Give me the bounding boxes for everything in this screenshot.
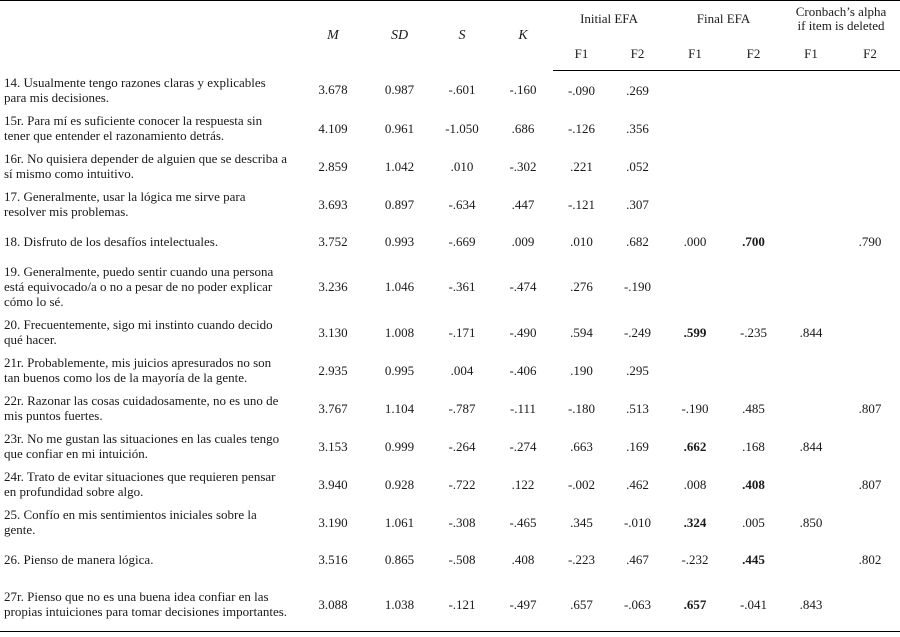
sd-cell: 1.046: [384, 278, 415, 294]
item-text: 23r. No me gustan las situaciones en las cuales tengo que confiar en mi intuición.: [4, 431, 280, 461]
initial-f1-cell: .276: [570, 278, 593, 294]
final-f2-cell: .485: [742, 400, 765, 416]
kurtosis-cell: -.474: [509, 278, 537, 294]
skewness-cell: -.787: [448, 400, 476, 416]
item-text: 18. Disfruto de los desafíos intelectuales.: [4, 233, 219, 249]
initial-f2-cell: .462: [626, 476, 649, 492]
initial-efa-header: Initial EFA: [553, 1, 665, 37]
mean-cell: 2.935: [318, 362, 348, 378]
item-text: 21r. Probablemente, mis juicios apresurados no son tan buenos como los de la mayoría de la gente.: [4, 355, 272, 385]
cronbach-f1-cell: .844: [799, 438, 823, 454]
final-f1-cell: .000: [683, 233, 707, 249]
initial-f1-cell: -.002: [567, 476, 596, 492]
sd-cell: 1.038: [368, 577, 431, 632]
item-text: 20. Frecuentemente, sigo mi instinto cuando decido qué hacer.: [4, 317, 273, 347]
kurtosis-cell: .122: [511, 476, 535, 492]
kurtosis-cell: -.274: [509, 438, 537, 454]
table-row: [0, 313, 900, 351]
mean-cell: 3.767: [318, 400, 348, 416]
sd-cell: 0.928: [384, 476, 415, 492]
item-text: 15r. Para mí es suficiente conocer la respuesta sin tener que entender el razonamiento detrás.: [4, 113, 263, 143]
sd-cell: 1.104: [384, 400, 415, 416]
final-efa-header: Final EFA: [665, 1, 782, 37]
table-body: [0, 71, 900, 632]
cronbach-f1-cell: [782, 541, 840, 577]
initial-f1-cell: .594: [570, 324, 593, 340]
initial-f2-cell: -.190: [623, 278, 652, 294]
initial-f2-cell: .356: [626, 120, 649, 136]
final-f2-cell: -.235: [739, 324, 768, 340]
skewness-cell: -.264: [448, 438, 476, 454]
initial-f1-cell: .010: [570, 233, 593, 249]
initial-f2-cell: .269: [626, 82, 649, 98]
cronbach-f1-cell: [782, 389, 840, 427]
kurtosis-cell: -.465: [509, 514, 537, 530]
sd-cell: 0.993: [384, 233, 415, 249]
kurtosis-header: K: [493, 1, 553, 71]
final-f2-cell: [725, 259, 782, 313]
table-row: [0, 465, 900, 503]
cronbach-f1-cell: [782, 465, 840, 503]
skewness-header: S: [431, 1, 493, 71]
initial-f2-cell: .682: [626, 233, 649, 249]
skewness-cell: -.171: [448, 324, 476, 340]
final-f2-cell: [725, 185, 782, 223]
initial-f1-cell: -.121: [567, 196, 596, 212]
final-f1-cell: .657: [665, 577, 725, 632]
cronbach-f2-cell: .790: [858, 233, 882, 249]
final-f1-cell: .599: [683, 324, 707, 340]
table-row: [0, 109, 900, 147]
initial-f2-cell: .467: [626, 551, 649, 567]
cronbach-f2-cell: [840, 185, 900, 223]
item-column-header: [0, 1, 298, 71]
item-text: 27r. Pienso que no es una buena idea confiar en las propias intuiciones para tomar decisiones importantes.: [0, 577, 298, 632]
final-f1-cell: [665, 259, 725, 313]
cronbach-f2-cell: [840, 109, 900, 147]
sd-cell: 0.897: [384, 196, 415, 212]
final-f2-cell: .700: [742, 233, 765, 249]
table-row: [0, 71, 900, 110]
final-f1-cell: -.190: [681, 400, 709, 416]
final-f2-cell: .445: [742, 551, 765, 567]
initial-f2-header: F2: [610, 37, 665, 71]
cronbach-f1-cell: .843: [782, 577, 840, 632]
item-text: 16r. No quisiera depender de alguien que se describa a sí mismo como intuitivo.: [4, 151, 288, 181]
mean-cell: 3.940: [318, 476, 348, 492]
cronbach-f1-cell: .850: [799, 514, 823, 530]
initial-f2-cell: .295: [626, 362, 649, 378]
final-f2-cell: .408: [742, 476, 765, 492]
kurtosis-cell: .686: [511, 120, 535, 136]
cronbach-f1-cell: [782, 147, 840, 185]
initial-f1-cell: -.090: [567, 82, 596, 98]
mean-cell: 3.516: [318, 551, 348, 567]
skewness-cell: .010: [450, 158, 474, 174]
skewness-cell: -.361: [448, 278, 476, 294]
mean-cell: 4.109: [318, 120, 348, 136]
kurtosis-cell: -.160: [509, 82, 537, 98]
initial-f2-cell: -.010: [623, 514, 652, 530]
item-text: 14. Usualmente tengo razones claras y explicables para mis decisiones.: [4, 74, 266, 105]
cronbach-f1-cell: [782, 71, 840, 110]
cronbach-f2-header: F2: [840, 37, 900, 71]
cronbach-f1-cell: [782, 185, 840, 223]
kurtosis-cell: -.111: [509, 400, 537, 416]
table-row: [0, 503, 900, 541]
cronbach-f2-cell: .802: [858, 551, 882, 567]
table-row: [0, 351, 900, 389]
skewness-cell: -1.050: [445, 120, 479, 136]
sd-cell: 0.995: [384, 362, 415, 378]
initial-f1-cell: -.126: [567, 120, 596, 136]
item-text: 24r. Trato de evitar situaciones que requieren pensar en profundidad sobre algo.: [4, 469, 276, 499]
final-f1-header: F1: [665, 37, 725, 71]
cronbach-f2-cell: [840, 503, 900, 541]
kurtosis-cell: -.490: [509, 324, 537, 340]
sd-cell: 1.008: [384, 324, 415, 340]
mean-cell: 3.190: [318, 514, 348, 530]
initial-f1-cell: .221: [570, 158, 593, 174]
table-row: [0, 577, 900, 632]
initial-f1-header: F1: [553, 37, 610, 71]
item-text: 26. Pienso de manera lógica.: [4, 551, 154, 567]
table-row: [0, 541, 900, 577]
sd-cell: 0.961: [384, 120, 415, 136]
cronbach-alpha-line2: if item is deleted: [797, 17, 885, 33]
final-f1-cell: [665, 71, 725, 110]
mean-cell: 3.153: [318, 438, 348, 454]
skewness-cell: -.722: [448, 476, 476, 492]
final-f2-cell: [725, 147, 782, 185]
initial-f2-cell: -.063: [610, 577, 665, 632]
kurtosis-cell: -.406: [509, 362, 537, 378]
initial-f2-cell: .052: [626, 158, 649, 174]
kurtosis-cell: -.497: [493, 577, 553, 632]
final-f1-cell: [665, 351, 725, 389]
final-f2-cell: .005: [742, 514, 765, 530]
skewness-cell: -.669: [448, 233, 476, 249]
final-f1-cell: -.232: [681, 551, 709, 567]
skewness-cell: -.634: [448, 196, 476, 212]
cronbach-f1-cell: [782, 351, 840, 389]
mean-cell: 3.130: [318, 324, 348, 340]
final-f1-cell: .324: [683, 514, 707, 530]
final-f1-cell: .662: [683, 438, 707, 454]
kurtosis-cell: .009: [511, 233, 535, 249]
item-text: 19. Generalmente, puedo sentir cuando una persona está equivocado/a o no a pesar de no poder explicar cómo lo sé.: [4, 263, 274, 309]
cronbach-f2-cell: [840, 313, 900, 351]
sd-header: SD: [368, 1, 431, 71]
mean-header: M: [298, 1, 368, 71]
table-row: [0, 147, 900, 185]
mean-cell: 3.693: [318, 196, 348, 212]
final-f1-cell: [665, 109, 725, 147]
table-row: [0, 259, 900, 313]
table-row: [0, 427, 900, 465]
skewness-cell: -.601: [448, 82, 476, 98]
cronbach-f1-cell: [782, 223, 840, 259]
cronbach-f1-cell: [782, 259, 840, 313]
sd-cell: 0.987: [384, 82, 415, 98]
cronbach-f2-cell: [840, 259, 900, 313]
initial-f1-cell: .345: [570, 514, 593, 530]
skewness-cell: -.308: [448, 514, 476, 530]
cronbach-f2-cell: .807: [858, 400, 882, 416]
final-f2-cell: [725, 351, 782, 389]
final-f2-cell: [725, 109, 782, 147]
kurtosis-cell: -.302: [509, 158, 537, 174]
skewness-cell: -.121: [431, 577, 493, 632]
kurtosis-cell: .408: [511, 551, 535, 567]
table-row: [0, 389, 900, 427]
skewness-cell: .004: [450, 362, 474, 378]
cronbach-f1-header: F1: [782, 37, 840, 71]
initial-f1-cell: -.223: [567, 551, 596, 567]
initial-f1-cell: -.180: [567, 400, 596, 416]
cronbach-f1-cell: [782, 109, 840, 147]
final-f1-cell: [665, 147, 725, 185]
item-text: 25. Confío en mis sentimientos iniciales sobre la gente.: [4, 507, 257, 537]
cronbach-alpha-header: [782, 1, 900, 37]
cronbach-f2-cell: [840, 351, 900, 389]
final-f1-cell: .008: [683, 476, 707, 492]
final-f1-cell: [665, 185, 725, 223]
initial-f1-cell: .663: [570, 438, 593, 454]
initial-f1-cell: .657: [553, 577, 610, 632]
final-f2-cell: -.041: [725, 577, 782, 632]
cronbach-alpha-line1: Cronbach’s alpha: [795, 3, 887, 19]
cronbach-f2-cell: [840, 577, 900, 632]
kurtosis-cell: .447: [511, 196, 535, 212]
sd-cell: 0.999: [384, 438, 415, 454]
cronbach-f1-cell: .844: [799, 324, 823, 340]
initial-f2-cell: -.249: [623, 324, 652, 340]
mean-cell: 2.859: [318, 158, 348, 174]
cronbach-f2-cell: [840, 427, 900, 465]
final-f2-header: F2: [725, 37, 782, 71]
mean-cell: 3.678: [318, 82, 348, 98]
mean-cell: 3.236: [318, 278, 348, 294]
final-f2-cell: .168: [742, 438, 765, 454]
sd-cell: 0.865: [384, 551, 415, 567]
initial-f2-cell: .513: [626, 400, 649, 416]
cronbach-f2-cell: .807: [858, 476, 882, 492]
item-text: 17. Generalmente, usar la lógica me sirve para resolver mis problemas.: [4, 189, 246, 219]
mean-cell: 3.088: [298, 577, 368, 632]
mean-cell: 3.752: [318, 233, 348, 249]
initial-f2-cell: .307: [626, 196, 649, 212]
cronbach-f2-cell: [840, 71, 900, 110]
initial-f1-cell: .190: [570, 362, 593, 378]
final-f2-cell: [725, 71, 782, 110]
sd-cell: 1.061: [384, 514, 415, 530]
skewness-cell: -.508: [448, 551, 476, 567]
cronbach-f2-cell: [840, 147, 900, 185]
table-row: [0, 185, 900, 223]
sd-cell: 1.042: [384, 158, 415, 174]
item-text: 22r. Razonar las cosas cuidadosamente, no es uno de mis puntos fuertes.: [4, 393, 279, 423]
table-row: [0, 223, 900, 259]
initial-f2-cell: .169: [626, 438, 649, 454]
